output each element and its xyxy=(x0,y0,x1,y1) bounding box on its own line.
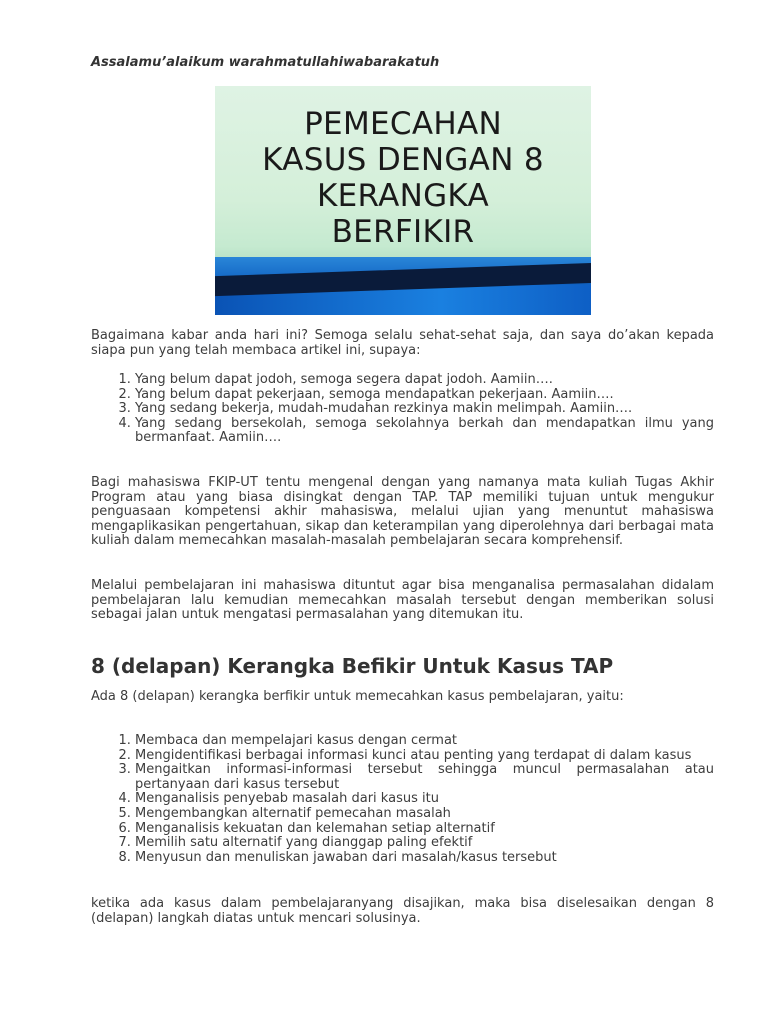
hero-title-line: KASUS DENGAN 8 xyxy=(262,142,544,178)
list-item: 1. Yang belum dapat jodoh, semoga segera dapat jodoh. Aamiin…. xyxy=(135,373,714,388)
tap-paragraph: Bagi mahasiswa FKIP-UT tentu mengenal dengan yang namanya mata kuliah Tugas Akhir Program atau yang biasa disingkat dengan TAP. TAP memiliki tujuan untuk mengukur penguasaan kompetensi akhir mahasiswa, melalui ujian yang menuntut mahasiswa mengaplikasikan pengertahuan, sikap dan keterampilan yang diperolehnya dari berbagai mata kuliah dalam memecahkan masalah-masalah pembelajaran secara komprehensif. xyxy=(91,475,714,549)
list-item: 4. Menganalisis penyebab masalah dari kasus itu xyxy=(135,792,714,807)
greeting-text: Assalamu’alaikum warahmatullahiwabarakatuh xyxy=(91,55,440,70)
list-item: 3. Mengaitkan informasi-informasi tersebut sehingga muncul permasalahan atau pertanyaan dari kasus tersebut xyxy=(135,763,714,792)
learning-paragraph: Melalui pembelajaran ini mahasiswa dituntut agar bisa menganalisa permasalahan didalam pembelajaran lalu kemudian memecahkan masalah tersebut dengan memberikan solusi sebagai jalan untuk mengatasi permasalahan yang ditemukan itu. xyxy=(91,578,714,623)
hero-title-line: KERANGKA xyxy=(316,178,489,214)
list-item: 6. Menganalisis kekuatan dan kelemahan setiap alternatif xyxy=(135,822,714,837)
hero-image xyxy=(215,86,591,315)
closing-paragraph: ketika ada kasus dalam pembelajaranyang disajikan, maka bisa diselesaikan dengan 8 (delapan) langkah diatas untuk mencari solusinya. xyxy=(91,896,714,926)
wishes-list xyxy=(91,373,714,446)
list-item: 2. Yang belum dapat pekerjaan, semoga mendapatkan pekerjaan. Aamiin…. xyxy=(135,388,714,403)
steps-list xyxy=(91,734,714,865)
list-item: 4. Yang sedang bersekolah, semoga sekolahnya berkah dan mendapatkan ilmu yang bermanfaat. Aamiin…. xyxy=(135,417,714,446)
list-item: 7. Memilih satu alternatif yang dianggap paling efektif xyxy=(135,836,714,851)
list-item: 8. Menyusun dan menuliskan jawaban dari masalah/kasus tersebut xyxy=(135,851,714,866)
list-item: 1. Membaca dan mempelajari kasus dengan cermat xyxy=(135,734,714,749)
list-item: 2. Mengidentifikasi berbagai informasi kunci atau penting yang terdapat di dalam kasus xyxy=(135,749,714,764)
hero-title-line: PEMECAHAN xyxy=(304,106,502,142)
steps-intro-paragraph: Ada 8 (delapan) kerangka berfikir untuk memecahkan kasus pembelajaran, yaitu: xyxy=(91,689,624,704)
list-item: 3. Yang sedang bekerja, mudah-mudahan rezkinya makin melimpah. Aamiin…. xyxy=(135,402,714,417)
hero-title-line: BERFIKIR xyxy=(331,214,475,250)
hero-title xyxy=(215,106,591,250)
list-item: 5. Mengembangkan alternatif pemecahan masalah xyxy=(135,807,714,822)
section-heading: 8 (delapan) Kerangka Befikir Untuk Kasus TAP xyxy=(91,654,614,678)
intro-paragraph: Bagaimana kabar anda hari ini? Semoga selalu sehat-sehat saja, dan saya do’akan kepada siapa pun yang telah membaca artikel ini, supaya: xyxy=(91,328,714,358)
